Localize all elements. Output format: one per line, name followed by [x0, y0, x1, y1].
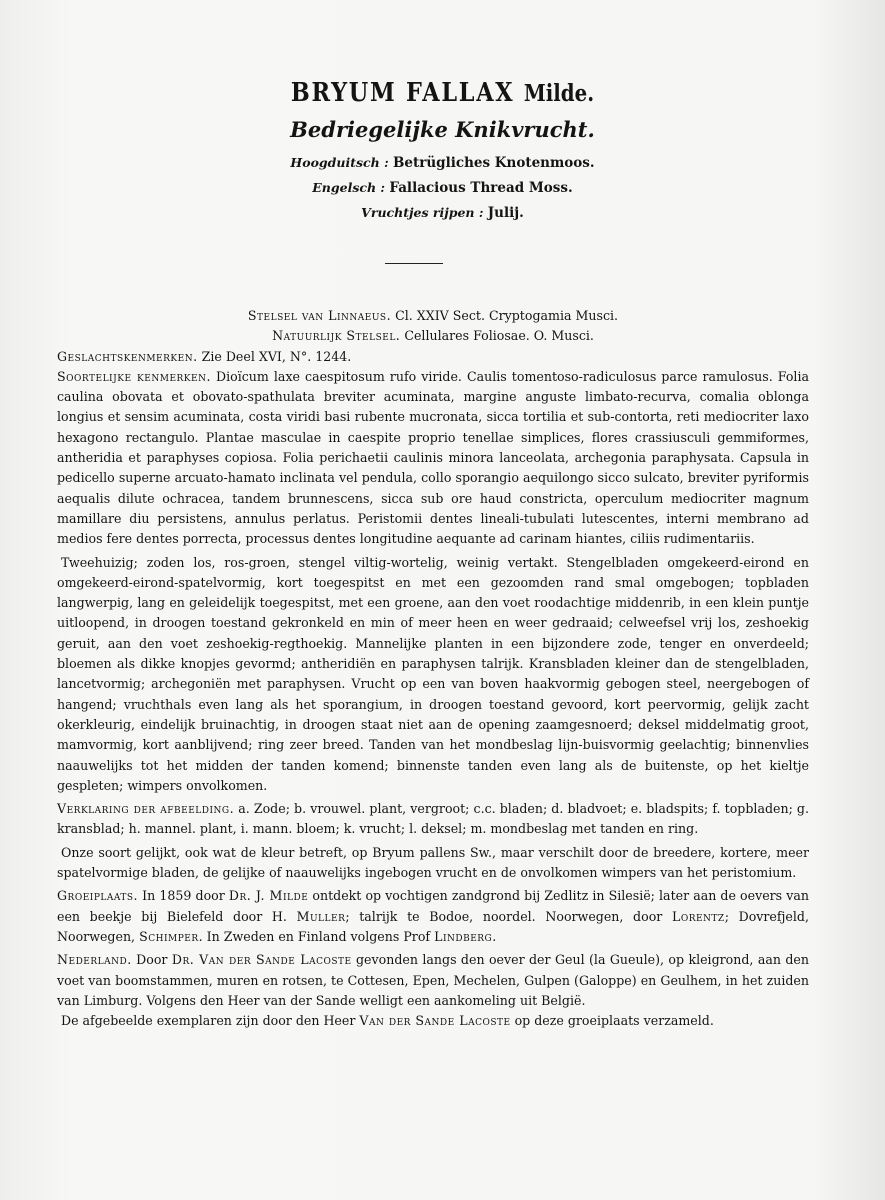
- person-name: Van der Sande Lacoste: [359, 1013, 511, 1029]
- linnaeus-system: [57, 306, 809, 326]
- closing-text: op deze groeiplaats verzameld.: [514, 1013, 714, 1029]
- genus-characters: [57, 347, 809, 367]
- natural-system: [57, 326, 809, 346]
- ripening-value: Julij.: [487, 205, 524, 221]
- ripening-label: Vruchtjes rijpen :: [361, 205, 484, 220]
- person-name: Dr. Van der Sande Lacoste: [171, 952, 352, 968]
- comparison-paragraph: Onze soort gelijkt, ook wat de kleur betreft, op Bryum pallens Sw., maar verschilt door de breedere, kortere, meer spatelvormige bladen, de gelijke of naauwelijks ingebogen vrucht en de onvolkomen wimpers van het peristomium.: [57, 844, 809, 881]
- closing-paragraph: [57, 1011, 809, 1031]
- divider-rule: [385, 263, 443, 264]
- species-dutch: Tweehuizig; zoden los, ros-groen, stengel viltig-wortelig, weinig vertakt. Stengelbladen omgekeerd-eirond en omgekeerd-eirond-spatelvormig, kort toegespitst en met een gezoomden rand smal omgebogen; topbladen langwerpig, lang en geleidelijk toegespitst, met een groene, aan den voet roodachtige middenrib, in een klein puntje uitloopend, in droogen toestand gekronkeld en min of meer heen en weer gedraaid; celweefsel vrij los, zeshoekig geruit, aan den voet zeshoekig-regthoekig. Mannelijke planten in een bijzondere zode, tenger en onverdeeld; bloemen als dikke knopjes gevormd; antheridiën en paraphysen talrijk. Kransbladen kleiner dan de stengelbladen, lancetvormig; archegoniën met paraphysen. Vrucht op een van boven haakvormig gebogen steel, neergebogen of hangend; vruchthals even lang als het sporangium, in droogen toestand gevoord, kort peervormig, gelijk zacht okerkleurig, eindelijk bruinachtig, in droogen staat niet aan de opening zaamgesnoerd; deksel middelmatig groot, mamvormig, kort aanblijvend; ring zeer breed. Tanden van het mondbeslag lijn-buisvormig geelachtig; binnenvlies naauwelijks tot het midden der tanden komend; binnenste tanden even lang als de buitenste, op het kieltje gespleten; wimpers onvolkomen.: [57, 554, 809, 793]
- english-name: Fallacious Thread Moss.: [389, 180, 573, 196]
- body-text: [57, 306, 809, 1031]
- habitat-paragraph: [57, 886, 809, 947]
- ripening-line: [0, 205, 885, 221]
- natural-label: Natuurlijk Stelsel.: [272, 328, 401, 344]
- figure-label: Verklaring der afbeelding.: [57, 801, 235, 817]
- species-name: BRYUM FALLAX: [290, 78, 515, 108]
- habitat-label: Groeiplaats.: [57, 888, 139, 904]
- english-label: Engelsch :: [312, 180, 386, 195]
- species-latin-text: Dioïcum laxe caespitosum rufo viride. Caulis tomentoso-radiculosus parce ramulosus. Folia caulina obovata et obovato-spathulata breviter acuminata, margine anguste limbato-recurva, comalia oblonga longius et sensim acuminata, costa viridi basi rubente mucronata, sicca tortilia et sub-contorta, reti mediocriter laxo hexagono rectangulo. Plantae masculae in caespite proprio tenellae simplices, flores crassiusculi gemmiformes, antheridia et paraphyses copiosa. Folia perichaetii caulinis minora lanceolata, archegonia paraphysata. Capsula in pedicello superne arcuato-hamato inclinata vel pendula, collo sporangio aequilongo sicco sulcato, breviter pyriformis aequalis dilute ochracea, tandem brunnescens, sicca sub ore haud constricta, operculum mediocriter magnum mamillare diu persistens, annulus perlatus. Peristomii dentes lineali-tubulati lutescentes, interni membrano ad medios fere dentes porrecta, processus dentes longitudine aequante ad carinam hiantes, ciliis rudimentariis.: [57, 368, 809, 547]
- netherlands-text: gevonden langs den oever der Geul (la Gueule), op kleigrond, aan den voet van boomstammen, muren en rotsen, te Cottesen, Epen, Mechelen, Gulpen (Galoppe) en Geulhem, in het zuiden van Limburg. Volgens den Heer van der Sande welligt een aankomeling uit België.: [57, 952, 809, 1008]
- habitat-text: .: [492, 928, 497, 944]
- genus-label: Geslachtskenmerken.: [57, 348, 198, 364]
- closing-text: De afgebeelde exemplaren zijn door den Heer: [61, 1013, 356, 1029]
- habitat-text: ; Dovrefjeld, Noorwegen,: [57, 908, 809, 944]
- page-title: [62, 78, 823, 108]
- german-name-line: [0, 155, 885, 171]
- german-label: Hoogduitsch :: [290, 155, 389, 170]
- netherlands-text: Door: [136, 952, 168, 968]
- netherlands-label: Nederland.: [57, 952, 132, 968]
- netherlands-paragraph: [57, 950, 809, 1011]
- habitat-text: ontdekt op vochtigen zandgrond bij Zedlitz in Silesië; later aan de oevers van een beekje bij Bielefeld door H.: [57, 888, 809, 924]
- person-name: Muller: [296, 908, 346, 924]
- figure-text: a. Zode; b. vrouwel. plant, vergroot; c.c. bladen; d. bladvoet; e. bladspits; f. topbladen; g. kransblad; h. mannel. plant, i. mann. bloem; k. vrucht; l. deksel; m. mondbeslag met tanden en ring.: [57, 801, 809, 837]
- habitat-text: . In Zweden en Finland volgens Prof: [198, 928, 431, 944]
- habitat-text: In 1859 door: [142, 888, 225, 904]
- habitat-text: ; talrijk te Bodoe, noordel. Noorwegen, door: [345, 908, 663, 924]
- german-name: Betrügliches Knotenmoos.: [393, 155, 595, 171]
- person-name: Schimper: [139, 928, 199, 944]
- person-name: Dr. J. Milde: [228, 888, 309, 904]
- linnaeus-text: Cl. XXIV Sect. Cryptogamia Musci.: [395, 308, 619, 323]
- person-name: Lindberg: [434, 928, 493, 944]
- figure-explanation: [57, 799, 809, 840]
- linnaeus-label: Stelsel van Linnaeus.: [247, 308, 392, 323]
- species-label: Soortelijke kenmerken.: [57, 368, 211, 384]
- english-name-line: [0, 180, 885, 196]
- natural-text: Cellulares Foliosae. O. Musci.: [404, 328, 594, 344]
- species-author: Milde.: [523, 80, 595, 107]
- dutch-common-name: Bedriegelijke Knikvrucht.: [290, 117, 595, 142]
- species-latin: [57, 367, 809, 550]
- genus-text: Zie Deel XVI, N°. 1244.: [201, 348, 352, 364]
- person-name: Lorentz: [671, 908, 725, 924]
